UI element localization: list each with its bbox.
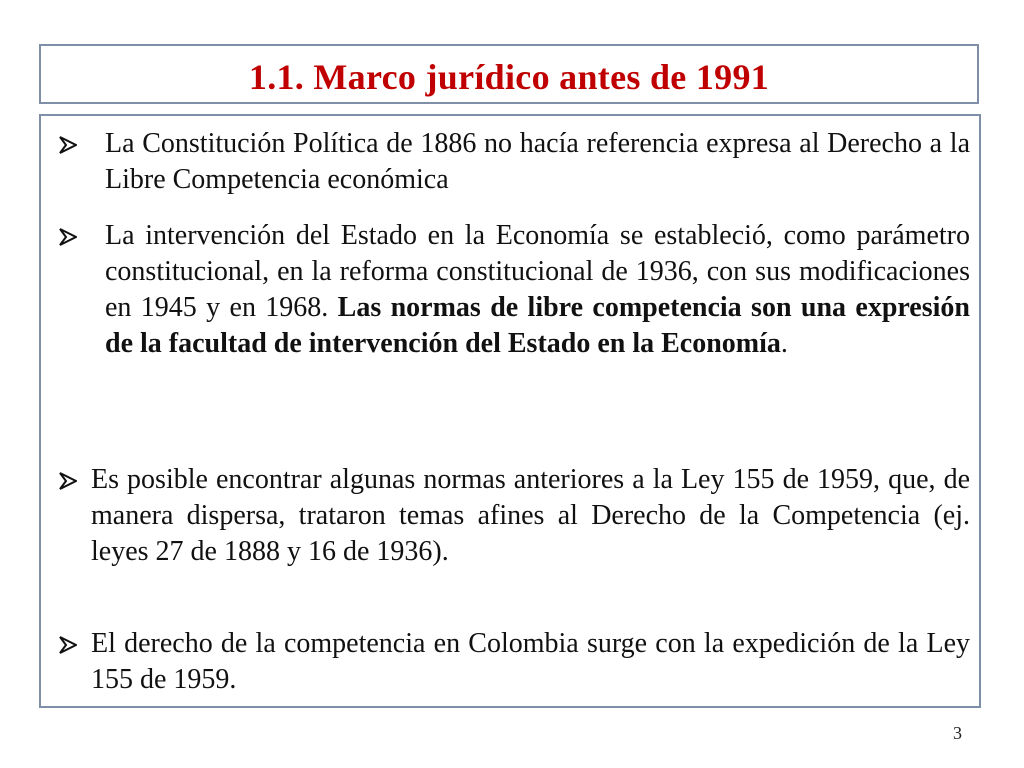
bullet-text-1: La Constitución Política de 1886 no hacía referencia expresa al Derecho a la Libre Competencia económica (105, 128, 970, 195)
bullet-text-3: Es posible encontrar algunas normas anteriores a la Ley 155 de 1959, que, de manera dispersa, trataron temas afines al Derecho de la Competencia (ej. leyes 27 de 1888 y 16 de 1936). (91, 464, 970, 567)
arrowhead-bullet-icon (59, 136, 77, 154)
bullet-text-4: El derecho de la competencia en Colombia surge con la expedición de la Ley 155 de 1959. (91, 628, 970, 695)
page-number: 3 (953, 723, 962, 743)
arrowhead-bullet-icon (59, 472, 77, 490)
bullet-item-4 (49, 626, 970, 698)
title-box (39, 44, 979, 104)
content-box (39, 114, 981, 708)
bullet-item-1 (49, 126, 970, 198)
arrowhead-bullet-icon (59, 636, 77, 654)
arrowhead-bullet-icon (59, 228, 77, 246)
slide-title: 1.1. Marco jurídico antes de 1991 (248, 57, 770, 97)
bullet-item-2 (49, 218, 970, 362)
bullet-text-2-bold: Las normas de libre competencia son una expresión de la facultad de intervención del Estado en la Economía (105, 292, 970, 359)
bullet-text-2-end: . (780, 328, 788, 359)
bullet-text-2-plain: La intervención del Estado en la Economía se estableció, como parámetro constitucional, en la reforma constitucional de 1936, con sus modificaciones en 1945 y en 1968. (105, 220, 970, 323)
bullet-text-2 (105, 218, 970, 362)
bullet-item-3 (49, 462, 970, 570)
